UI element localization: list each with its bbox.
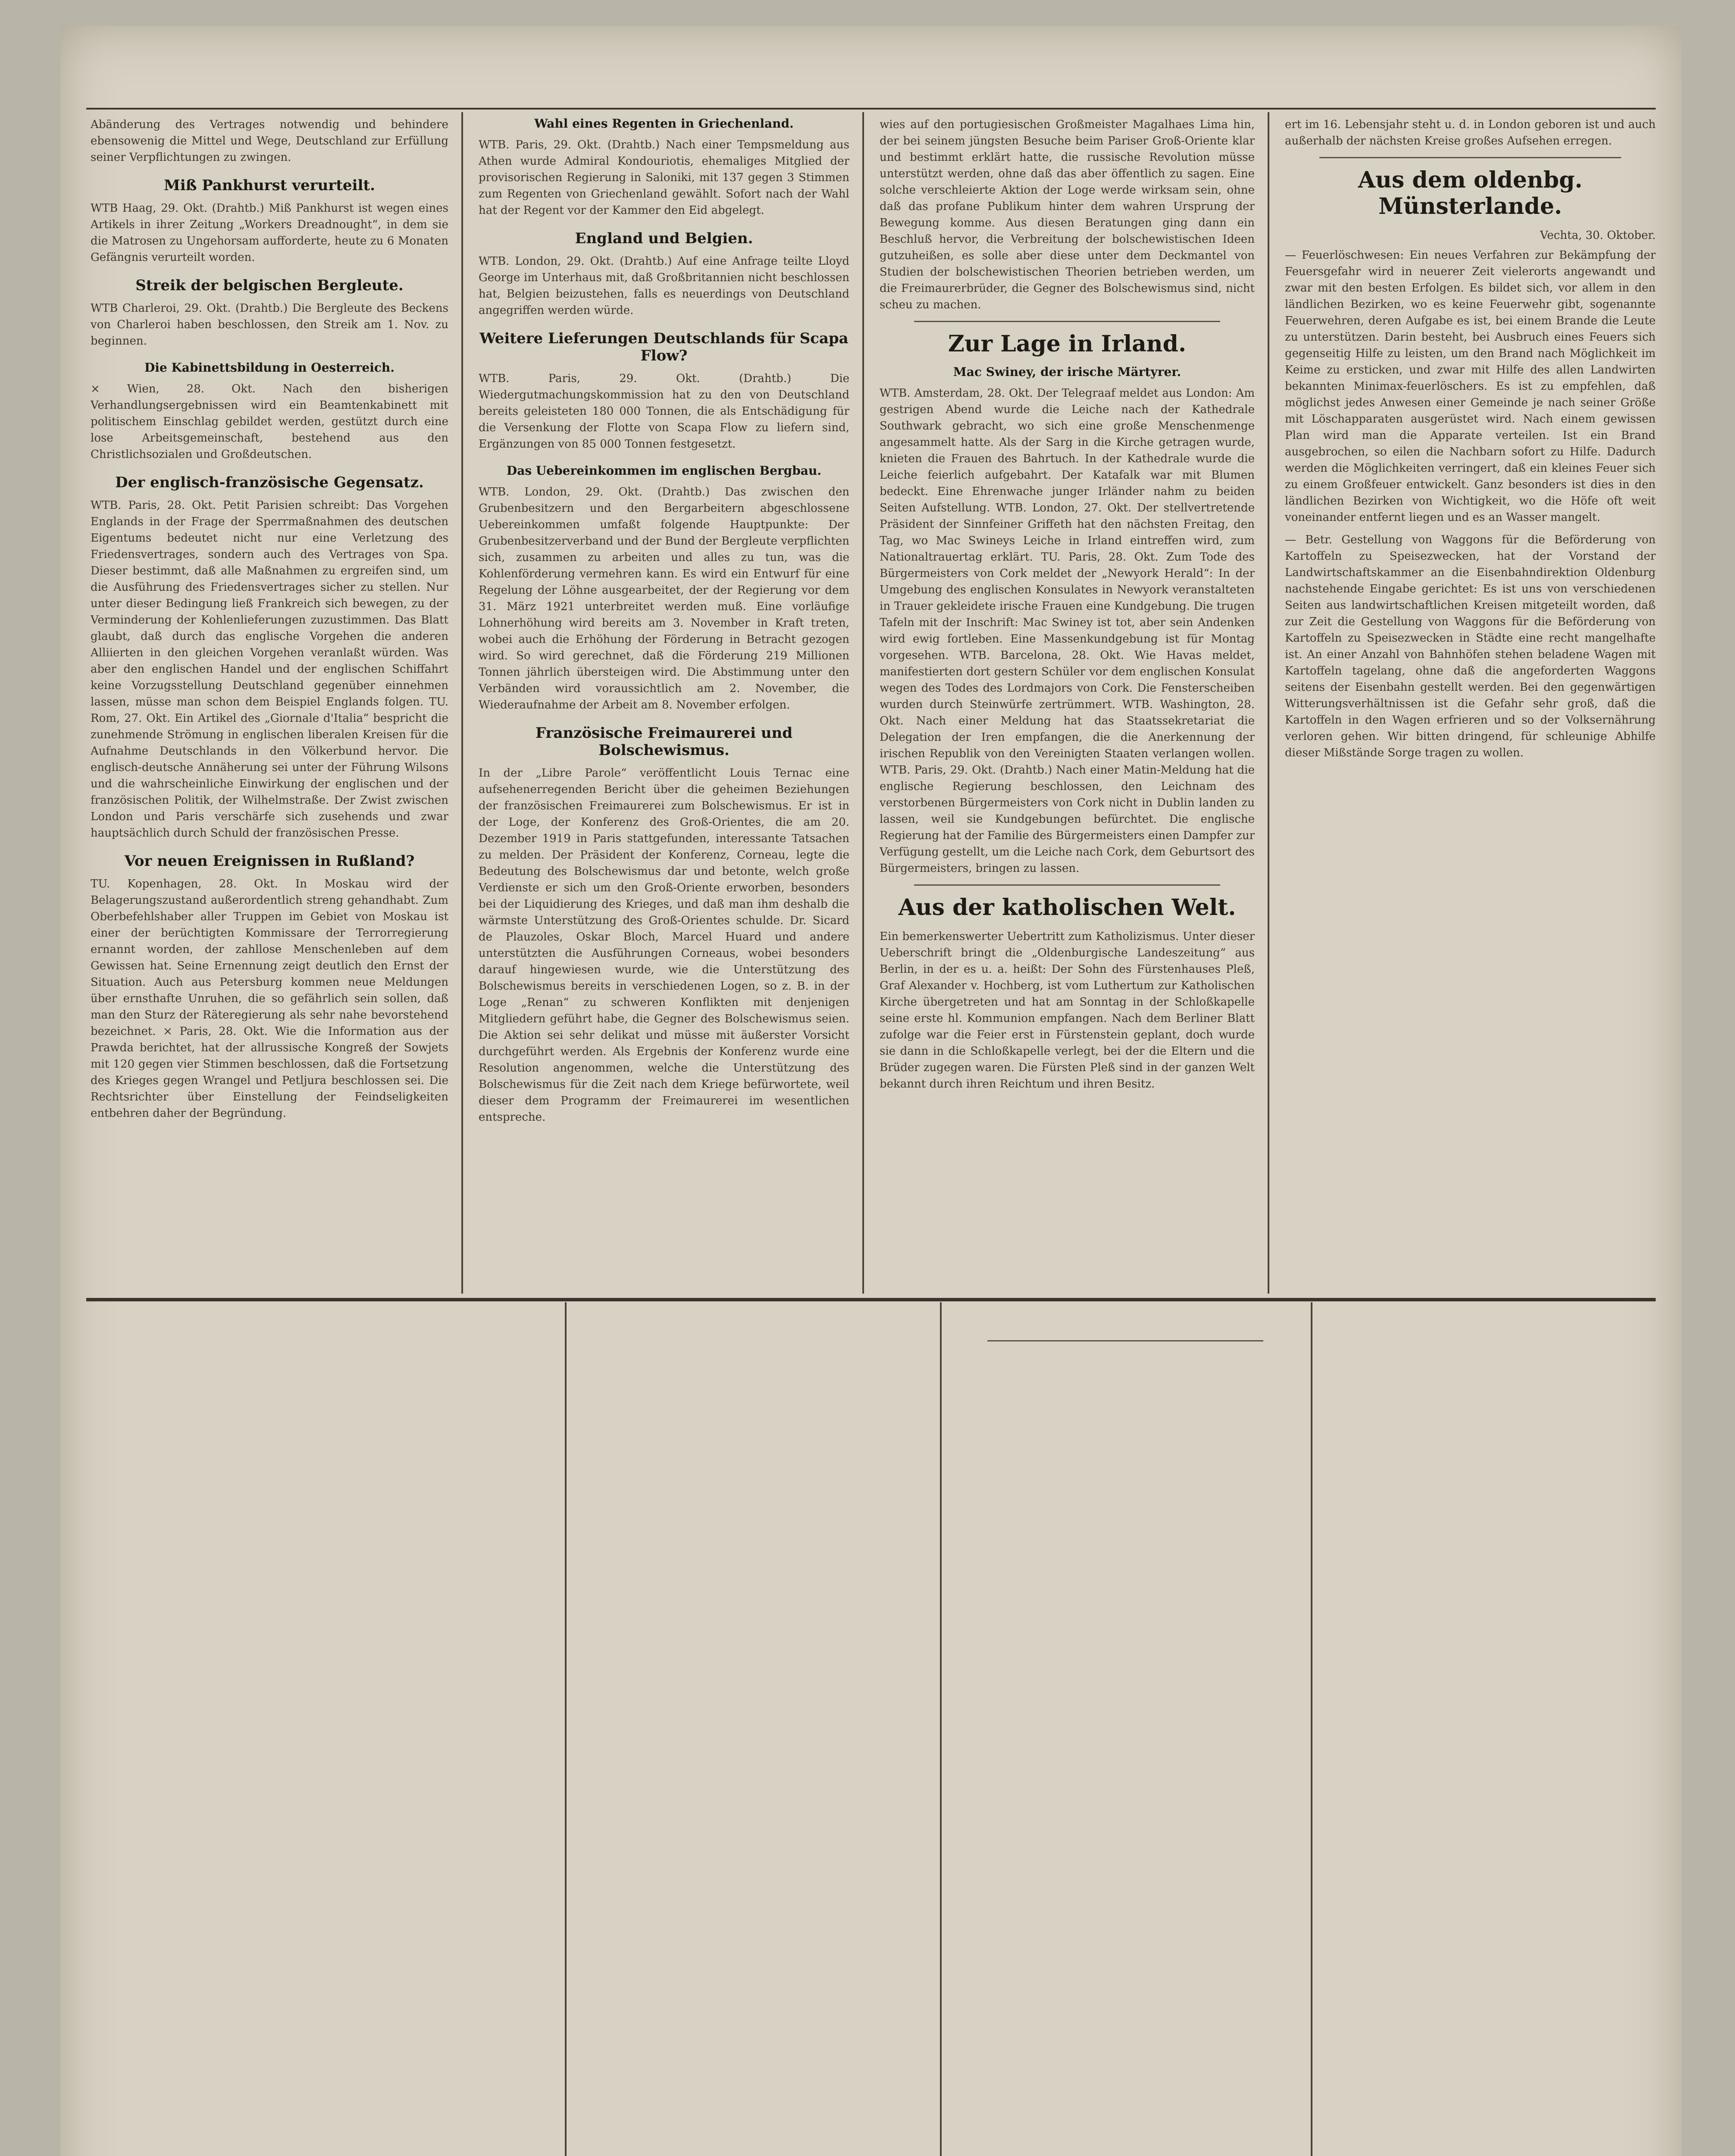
column-3-intro: wies auf den portugiesischen Großmeister Magalhaes Lima hin, der bei seinem jüngsten Besuche beim Pariser Groß-Oriente klar und bestimmt erklärt hatte, die russische Revolution müsse unterstützt werden, ohne daß das aber öffentlich zu sagen. Eine solche verschleierte Aktion der Loge werde wirksam sein, ohne daß das profane Publikum hinter dem wahren Ursprung der Bewegung komme. Aus diesen Beratungen ging dann ein Beschluß hervor, die Verbreitung der bolschewistischen Ideen gutzuheißen, es solle aber diese unter dem Deckmantel von Studien der bolschewistischen Theorien betrieben werden, um die Freimaurerbrüder, die Gegner des Bolschewismus sind, nicht scheu zu machen. (880, 118, 1255, 311)
column-divider (1311, 1302, 1312, 2156)
article-text: WTB. Amsterdam, 28. Okt. Der Telegraaf meldet aus London: Am gestrigen Abend wurde die Leiche nach der Kathedrale Southwark gebracht, wo sich eine große Menschenmenge angesammelt hatte. Als der Sarg in die Kirche getragen wurde, knieten die Frauen des Bahrtuch. In der Kathedrale wurde die Leiche feierlich aufgebahrt. Der Katafalk war mit Blumen bedeckt. Eine Ehrenwache junger Irländer nahm zu beiden Seiten Aufstellung. WTB. London, 27. Okt. Der stellvertretende Präsident der Sinnfeiner Griffeth hat den nächsten Freitag, den Tag, wo Mac Swineys Leiche in Irland eintreffen wird, zum Nationaltrauertag erklärt. TU. Paris, 28. Okt. Zum Tode des Bürgermeisters von Cork meldet der „Newyork Herald“: In der Umgebung des englischen Konsulates in Newyork veranstalteten in Trauer gekleidete irische Frauen eine Kundgebung. Die trugen Tafeln mit der Inschrift: Mac Swiney ist tot, aber sein Andenken wird ewig fortleben. Eine Massenkundgebung ist für Montag vorgesehen. WTB. Barcelona, 28. Okt. Wie Havas meldet, manifestierten dort gestern Schüler vor dem englischen Konsulat wegen des Todes des Lordmajors von Cork. Die Fensterscheiben wurden durch Steinwürfe zertrümmert. WTB. Washington, 28. Okt. Nach einer Meldung hat das Staatssekretariat die Delegation der Iren empfangen, die die Anerkennung der irischen Republik von den Vereinigten Staaten verlangen wollen. WTB. Paris, 29. Okt. (Drahtb.) Nach einer Matin-Meldung hat die englische Regierung beschlossen, den Leichnam des verstorbenen Bürgermeisters von Cork nicht in Dublin landen zu lassen, weil sie Kundgebungen befürchtet. Die englische Regierung hat der Familie des Bürgermeisters einen Dampfer zur Verfügung gestellt, um die Leiche nach Cork, dem Geburtsort des Bürgermeisters, bringen zu lassen. (880, 387, 1255, 875)
article-text: WTB Haag, 29. Okt. (Drahtb.) Miß Pankhurst ist wegen eines Artikels in ihrer Zeitung „Workers Dreadnought“, in dem sie die Matrosen zu Ungehorsam aufforderte, heute zu 6 Monaten Gefängnis verurteilt worden. (91, 202, 448, 264)
article-heading: Streik der belgischen Bergleute. (135, 277, 404, 294)
section-rule (914, 884, 1220, 886)
column-divider (862, 112, 864, 1294)
feuilleton-rule (86, 1298, 1656, 1301)
column-4-intro: ert im 16. Lebensjahr steht u. d. in London geboren ist und auch außerhalb der nächsten Kreise großes Aufsehen erregen. (1285, 118, 1656, 147)
article-text: WTB. Paris, 28. Okt. Petit Parisien schreibt: Das Vorgehen Englands in der Frage der Sperrmaßnahmen des deutschen Eigentums bedeutet nicht nur eine Verletzung des Friedensvertrages, sondern auch des Vertrages von Spa. Dieser bestimmt, daß alle Maßnahmen zu ergreifen sind, um die Ausführung des Friedensvertrages sicher zu stellen. Nur unter dieser Bedingung ließ Frankreich sich bewegen, zu der Verminderung der Kohlenlieferungen zuzustimmen. Das Blatt glaubt, daß durch das englische Vorgehen die anderen Alliierten in den gleichen Vorgehen veranlaßt würden. Was aber den englischen Handel und der englischen Schiffahrt keine Vorzugsstellung Deutschland gegenüber einnehmen lassen, müsse man schon dem Beispiel Englands folgen. TU. Rom, 27. Okt. Ein Artikel des „Giornale d'Italia“ bespricht die zunehmende Strömung in englischen liberalen Kreisen für die Aufnahme Deutschlands in den Völkerbund hervor. Die englisch-deutsche Annäherung sei unter der Führung Wilsons und die wahrscheinliche Einwirkung der englischen und der französischen Politik, der Wilhelmstraße. Der Zwist zwischen London und Paris verschärfe sich zusehends und zwar hauptsächlich durch Schuld der französischen Presse. (91, 499, 448, 840)
article-text: In der „Libre Parole“ veröffentlicht Louis Ternac eine aufsehenerregenden Bericht über die geheimen Beziehungen der französischen Freimaurerei zum Bolschewismus. Er ist in der Loge, der Konferenz des Groß-Orientes, die am 20. Dezember 1919 in Paris stattgefunden, interessante Tatsachen zu melden. Der Präsident der Konferenz, Corneau, legte die Bedeutung des Bolschewismus dar und betonte, welch große Verdienste er sich um den Groß-Oriente erworben, besonders bei der Liquidierung des Krieges, und daß man ihm deshalb die wärmste Unterstützung des Groß-Orientes schulde. Dr. Sicard de Plauzoles, Oskar Bloch, Marcel Huard und andere unterstützten die Ausführungen Corneaus, wobei besonders darauf hingewiesen wurde, wie die Unterstützung des Bolschewismus bereits in verschiedenen Logen, so z. B. in der Loge „Renan“ zu schweren Konflikten mit denjenigen Mitgliedern geführt habe, die Gegner des Bolschewismus seien. Die Aktion sei sehr delikat und müsse mit äußerster Vorsicht durchgeführt werden. Als Ergebnis der Konferenz wurde eine Resolution angenommen, welche die Unterstützung des Bolschewismus für die Zeit nach dem Kriege befürwortete, weil dieser dem Programm der Freimaurerei im wesentlichen entspreche. (479, 767, 849, 1124)
article-heading: Weitere Lieferungen Deutschlands für Scapa Flow? (479, 330, 849, 364)
article-text: Ein bemerkenswerter Uebertritt zum Katholizismus. Unter dieser Ueberschrift bringt die „Oldenburgische Landeszeitung“ aus Berlin, in der es u. a. heißt: Der Sohn des Fürstenhauses Pleß, Graf Alexander v. Hochberg, ist vom Luthertum zur Katholischen Kirche übergetreten und hat am Sonntag in der Schloßkapelle seine erste hl. Kommunion empfangen. Nach dem Berliner Blatt zufolge war die Feier erst in Fürstenstein geplant, doch wurde sie dann in die Schloßkapelle verlegt, bei der die Eltern und die Brüder zugegen waren. Die Fürsten Pleß sind in der ganzen Welt bekannt durch ihren Reichtum und ihren Besitz. (880, 930, 1255, 1091)
article-heading: Das Uebereinkommen im englischen Bergbau. (506, 464, 822, 478)
article-heading: Französische Freimaurerei und Bolschewismus. (535, 724, 793, 759)
article-heading: Vor neuen Ereignissen in Rußland? (124, 852, 415, 870)
newspaper-page (60, 26, 1682, 2156)
dateline: Vechta, 30. Oktober. (1540, 229, 1656, 242)
article-heading: Aus der katholischen Welt. (898, 894, 1236, 921)
column-divider (940, 1302, 942, 2156)
article-subheading: Mac Swiney, der irische Märtyrer. (953, 365, 1181, 379)
feuilleton-column-3 (953, 1332, 1298, 2156)
article-heading: Der englisch-französische Gegensatz. (115, 474, 424, 491)
column-4 (1285, 116, 1656, 1298)
column-1-intro: Abänderung des Vertrages notwendig und behindere ebensowenig die Mittel und Wege, Deutschland zur Erfüllung seiner Verpflichtungen zu zwingen. (91, 118, 448, 164)
top-rule (86, 108, 1656, 110)
column-1 (91, 116, 448, 1298)
section-rule (987, 1340, 1263, 1341)
section-rule (914, 321, 1220, 322)
article-text: WTB. Paris, 29. Okt. (Drahtb.) Die Wiedergutmachungskommission hat zu den von Deutschland bereits geleisteten 180 000 Tonnen, die als Entschädigung für die Versenkung der Flotte von Scapa Flow zu liefern sind, Ergänzungen von 85 000 Tonnen festgesetzt. (479, 372, 849, 451)
article-heading: Wahl eines Regenten in Griechenland. (534, 116, 794, 131)
article-heading: England und Belgien. (575, 230, 753, 247)
column-divider (1268, 112, 1269, 1294)
article-heading: Miß Pankhurst verurteilt. (164, 177, 375, 194)
feuilleton-column-4 (1324, 1332, 1656, 2156)
article-text: WTB Charleroi, 29. Okt. (Drahtb.) Die Bergleute des Beckens von Charleroi haben beschlossen, den Streik am 1. Nov. zu beginnen. (91, 302, 448, 348)
article-heading: Zur Lage in Irland. (948, 331, 1187, 357)
article-text: — Betr. Gestellung von Waggons für die Beförderung von Kartoffeln zu Speisezwecken, hat der Vorstand der Landwirtschaftskammer an die Eisenbahndirektion Oldenburg nachstehende Eingabe gerichtet: Es ist uns von verschiedenen Seiten aus landwirtschaftlichen Kreisen mitgeteilt worden, daß zur Zeit die Gestellung von Waggons für die Beförderung von Kartoffeln zu Speisezwecken in Städte eine recht mangelhafte ist. An einer Anzahl von Bahnhöfen stehen beladene Wagen mit Kartoffeln tagelang, ohne daß die angeforderten Waggons seitens der Eisenbahn gestellt werden. Bei den gegenwärtigen Witterungsverhältnissen ist die Gefahr sehr groß, daß die Kartoffeln in den Wagen erfrieren und so der Volksernährung verloren gehen. Wir bitten dringend, für schleunige Abhilfe dieser Mißstände Sorge tragen zu wollen. (1285, 533, 1656, 759)
article-text: × Wien, 28. Okt. Nach den bisherigen Verhandlungsergebnissen wird ein Beamtenkabinett mit politischem Einschlag gebildet werden, gestützt durch eine lose Arbeitsgemeinschaft, bestehend aus den Christlichsozialen und Großdeutschen. (91, 382, 448, 461)
article-heading: Aus dem oldenbg. Münsterlande. (1358, 167, 1583, 219)
section-rule (1319, 157, 1621, 158)
article-text: TU. Kopenhagen, 28. Okt. In Moskau wird der Belagerungszustand außerordentlich streng gehandhabt. Zum Oberbefehlshaber aller Truppen im Gebiet von Moskau ist einer der berüchtigten Kommissare der Terrorregierung ernannt worden, der zahllose Menschenleben auf dem Gewissen hat. Seine Ernennung zeigt deutlich den Ernst der Situation. Auch aus Petersburg kommen neue Meldungen über ernsthafte Unruhen, die so gefährlich sein sollen, daß man den Sturz der Räteregierung als sehr nahe bevorstehend bezeichnet. × Paris, 28. Okt. Wie die Information aus der Prawda berichtet, hat der allrussische Kongreß der Sowjets mit 120 gegen vier Stimmen beschlossen, daß die Fortsetzung des Krieges gegen Wrangel und Petljura beschlossen sei. Die Rechtsrichter über Einstellung der Feindseligkeiten entbehren daher der Begründung. (91, 877, 448, 1120)
article-heading: Die Kabinettsbildung in Oesterreich. (144, 360, 395, 375)
column-2 (479, 116, 849, 1298)
article-text: — Feuerlöschwesen: Ein neues Verfahren zur Bekämpfung der Feuersgefahr wird in neuerer Zeit vielerorts angewandt und zwar mit den besten Erfolgen. Es bildet sich, vor allem in den ländlichen Bezirken, wo es keine Feuerwehr gibt, sogenannte Feuerwehren, deren Aufgabe es ist, bei einem Brande die Leute zu unterstützen. Darin besteht, bei Ausbruch eines Feuers sich gegenseitig Hilfe zu leisten, um den Brand nach Möglichkeit im Keime zu ersticken, und zwar mit Hilfe des allen Landwirten bekannten Minimax-feuerlöschers. Es ist zu empfehlen, daß möglichst jedes Anwesen einer Gemeinde je nach seiner Größe mit Löschapparaten ausgerüstet wird. Nach einem gewissen Plan wird man die Apparate verteilen. Ist ein Brand ausgebrochen, so eilen die Nachbarn sofort zu Hilfe. Dadurch werden die Möglichkeiten verringert, daß ein kleines Feuer sich zu einem Großfeuer entwickelt. Ganz besonders ist dies in den ländlichen Bezirken von Wichtigkeit, wo die Höfe oft weit voneinander entfernt liegen und es an Wasser mangelt. (1285, 249, 1656, 524)
article-text: WTB. London, 29. Okt. (Drahtb.) Auf eine Anfrage teilte Lloyd George im Unterhaus mit, daß Großbritannien nicht beschlossen hat, Belgien beizustehen, falls es neuerdings von Deutschland angegriffen werden würde. (479, 255, 849, 317)
article-text: WTB. London, 29. Okt. (Drahtb.) Das zwischen den Grubenbesitzern und den Bergarbeitern abgeschlossene Uebereinkommen umfaßt folgende Hauptpunkte: Der Grubenbesitzerverband und der Bund der Bergleute verpflichten sich, zusammen zu arbeiten und alles zu tun, was die Kohlenförderung vermehren kann. Es wird ein Entwurf für eine Regelung der Löhne ausgearbeitet, der der Regierung vor dem 31. März 1921 unterbreitet werden muß. Eine vorläufige Lohnerhöhung wird bereits am 3. November in Kraft treten, wobei auch die Erhöhung der Förderung in Betracht gezogen wird. So wird gerechnet, daß die Förderung 219 Millionen Tonnen jährlich übersteigen wird. Die Abstimmung unter den Verbänden wird voraussichtlich am 2. November, die Wiederaufnahme der Arbeit am 8. November erfolgen. (479, 486, 849, 711)
feuilleton-column-1 (91, 1358, 552, 2156)
column-3 (880, 116, 1255, 1298)
article-text: WTB. Paris, 29. Okt. (Drahtb.) Nach einer Tempsmeldung aus Athen wurde Admiral Kondouriotis, ehemaliges Mitglied der provisorischen Regierung in Saloniki, mit 137 gegen 3 Stimmen zum Regenten von Griechenland gewählt. Sofort nach der Wahl hat der Regent vor der Kammer den Eid abgelegt. (479, 138, 849, 217)
column-divider (565, 1302, 567, 2156)
column-divider (461, 112, 463, 1294)
feuilleton-column-2 (578, 1332, 927, 2156)
